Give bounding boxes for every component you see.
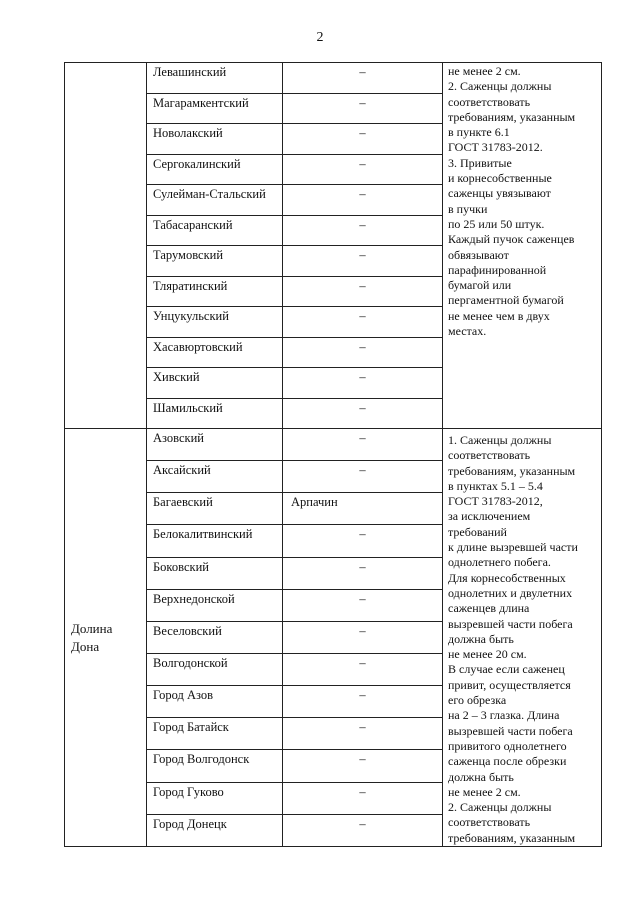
- variety-cell: –: [283, 154, 443, 185]
- note-line: на 2 – 3 глазка. Длина: [448, 708, 560, 723]
- variety-cell: –: [283, 398, 443, 429]
- variety-cell: –: [283, 93, 443, 124]
- variety-cell: –: [283, 368, 443, 399]
- note-line: по 25 или 50 штук.: [448, 216, 545, 231]
- note-line: саженцы увязывают: [448, 186, 551, 201]
- zone-cell: [65, 63, 147, 429]
- district-cell: Багаевский: [147, 493, 283, 525]
- variety-cell: –: [283, 653, 443, 685]
- variety-cell: –: [283, 429, 443, 461]
- note-line: парафинированной: [448, 262, 547, 277]
- note-line: не менее 2 см.: [448, 64, 521, 78]
- variety-cell: –: [283, 337, 443, 368]
- requirements-note-cell: [443, 429, 602, 847]
- note-line: в пункте 6.1: [448, 125, 510, 140]
- note-line: Каждый пучок саженцев: [448, 232, 575, 247]
- district-cell: Тляратинский: [147, 276, 283, 307]
- district-cell: Новолакский: [147, 124, 283, 155]
- note-line: должна быть: [448, 631, 514, 646]
- note-line: бумагой или: [448, 278, 512, 293]
- variety-cell: –: [283, 124, 443, 155]
- district-cell: Тарумовский: [147, 246, 283, 277]
- variety-cell: –: [283, 557, 443, 589]
- district-cell: Табасаранский: [147, 215, 283, 246]
- variety-cell: –: [283, 589, 443, 621]
- variety-cell: –: [283, 276, 443, 307]
- district-cell: Белокалитвинский: [147, 525, 283, 557]
- note-line: 1. Саженцы должны: [448, 433, 552, 447]
- note-line: соответствовать: [448, 448, 531, 463]
- table-row: [65, 429, 602, 461]
- district-cell: Азовский: [147, 429, 283, 461]
- note-line: обвязывают: [448, 247, 509, 262]
- district-cell: Аксайский: [147, 461, 283, 493]
- note-line: соответствовать: [448, 815, 531, 830]
- variety-cell: –: [283, 185, 443, 216]
- note-line: не менее чем в двух: [448, 308, 550, 323]
- note-line: не менее 2 см.: [448, 784, 521, 799]
- variety-cell: –: [283, 686, 443, 718]
- note-line: саженцев длина: [448, 601, 530, 616]
- note-line: вызревшей части побега: [448, 723, 573, 738]
- district-cell: Город Батайск: [147, 718, 283, 750]
- variety-cell: –: [283, 461, 443, 493]
- page-number: 2: [316, 30, 324, 45]
- district-cell: Хасавюртовский: [147, 337, 283, 368]
- note-line: не менее 20 см.: [448, 647, 527, 662]
- district-cell: Верхнедонской: [147, 589, 283, 621]
- note-line: требованиям, указанным: [448, 463, 576, 478]
- note-line: ГОСТ 31783-2012.: [448, 140, 543, 155]
- variety-cell: –: [283, 814, 443, 846]
- variety-cell: –: [283, 215, 443, 246]
- note-line: должна быть: [448, 769, 514, 784]
- note-line: требований: [448, 524, 507, 539]
- district-cell: Веселовский: [147, 621, 283, 653]
- district-cell: Сулейман-Стальский: [147, 185, 283, 216]
- note-line: местах.: [448, 324, 487, 339]
- note-line: привит, осуществляется: [448, 677, 571, 692]
- note-line: 2. Саженцы должны: [448, 800, 552, 815]
- note-line: привитого однолетнего: [448, 738, 567, 753]
- note-line: 3. Привитые: [448, 155, 512, 170]
- note-line: Для корнесобственных: [448, 570, 566, 585]
- variety-cell: –: [283, 750, 443, 782]
- variety-cell: –: [283, 718, 443, 750]
- requirements-note-cell: [443, 63, 602, 429]
- note-line: однолетних и двулетних: [448, 585, 573, 600]
- note-line: В случае если саженец: [448, 662, 565, 677]
- district-cell: Левашинский: [147, 63, 283, 94]
- note-line: соответствовать: [448, 94, 531, 109]
- district-cell: Волгодонской: [147, 653, 283, 685]
- variety-cell: –: [283, 621, 443, 653]
- district-cell: Боковский: [147, 557, 283, 589]
- district-cell: Город Волгодонск: [147, 750, 283, 782]
- varieties-table: [64, 62, 602, 847]
- variety-cell: –: [283, 307, 443, 338]
- variety-cell: Арпачин: [283, 493, 443, 525]
- district-cell: Город Донецк: [147, 814, 283, 846]
- note-line: требованиям, указанным: [448, 109, 576, 124]
- district-cell: Унцукульский: [147, 307, 283, 338]
- note-line: за исключением: [448, 509, 531, 524]
- note-line: требованиям, указанным: [448, 830, 576, 845]
- variety-cell: –: [283, 782, 443, 814]
- note-line: ГОСТ 31783-2012,: [448, 494, 543, 509]
- variety-cell: –: [283, 246, 443, 277]
- note-line: однолетнего побега.: [448, 555, 551, 570]
- note-line: 2. Саженцы должны: [448, 79, 552, 94]
- variety-cell: –: [283, 63, 443, 94]
- note-line: к длине вызревшей части: [448, 540, 578, 555]
- note-line: саженца после обрезки: [448, 754, 567, 769]
- note-line: его обрезка: [448, 693, 507, 708]
- district-cell: Магарамкентский: [147, 93, 283, 124]
- district-cell: Сергокалинский: [147, 154, 283, 185]
- zone-cell: Долина Дона: [65, 429, 147, 847]
- district-cell: Город Гуково: [147, 782, 283, 814]
- note-line: вызревшей части побега: [448, 616, 573, 631]
- district-cell: Шамильский: [147, 398, 283, 429]
- note-line: в пунктах 5.1 – 5.4: [448, 478, 543, 493]
- note-line: и корнесобственные: [448, 171, 552, 186]
- table-row: [65, 63, 602, 94]
- district-cell: Хивский: [147, 368, 283, 399]
- note-line: в пучки: [448, 201, 488, 216]
- district-cell: Город Азов: [147, 686, 283, 718]
- note-line: пергаментной бумагой: [448, 293, 564, 308]
- variety-cell: –: [283, 525, 443, 557]
